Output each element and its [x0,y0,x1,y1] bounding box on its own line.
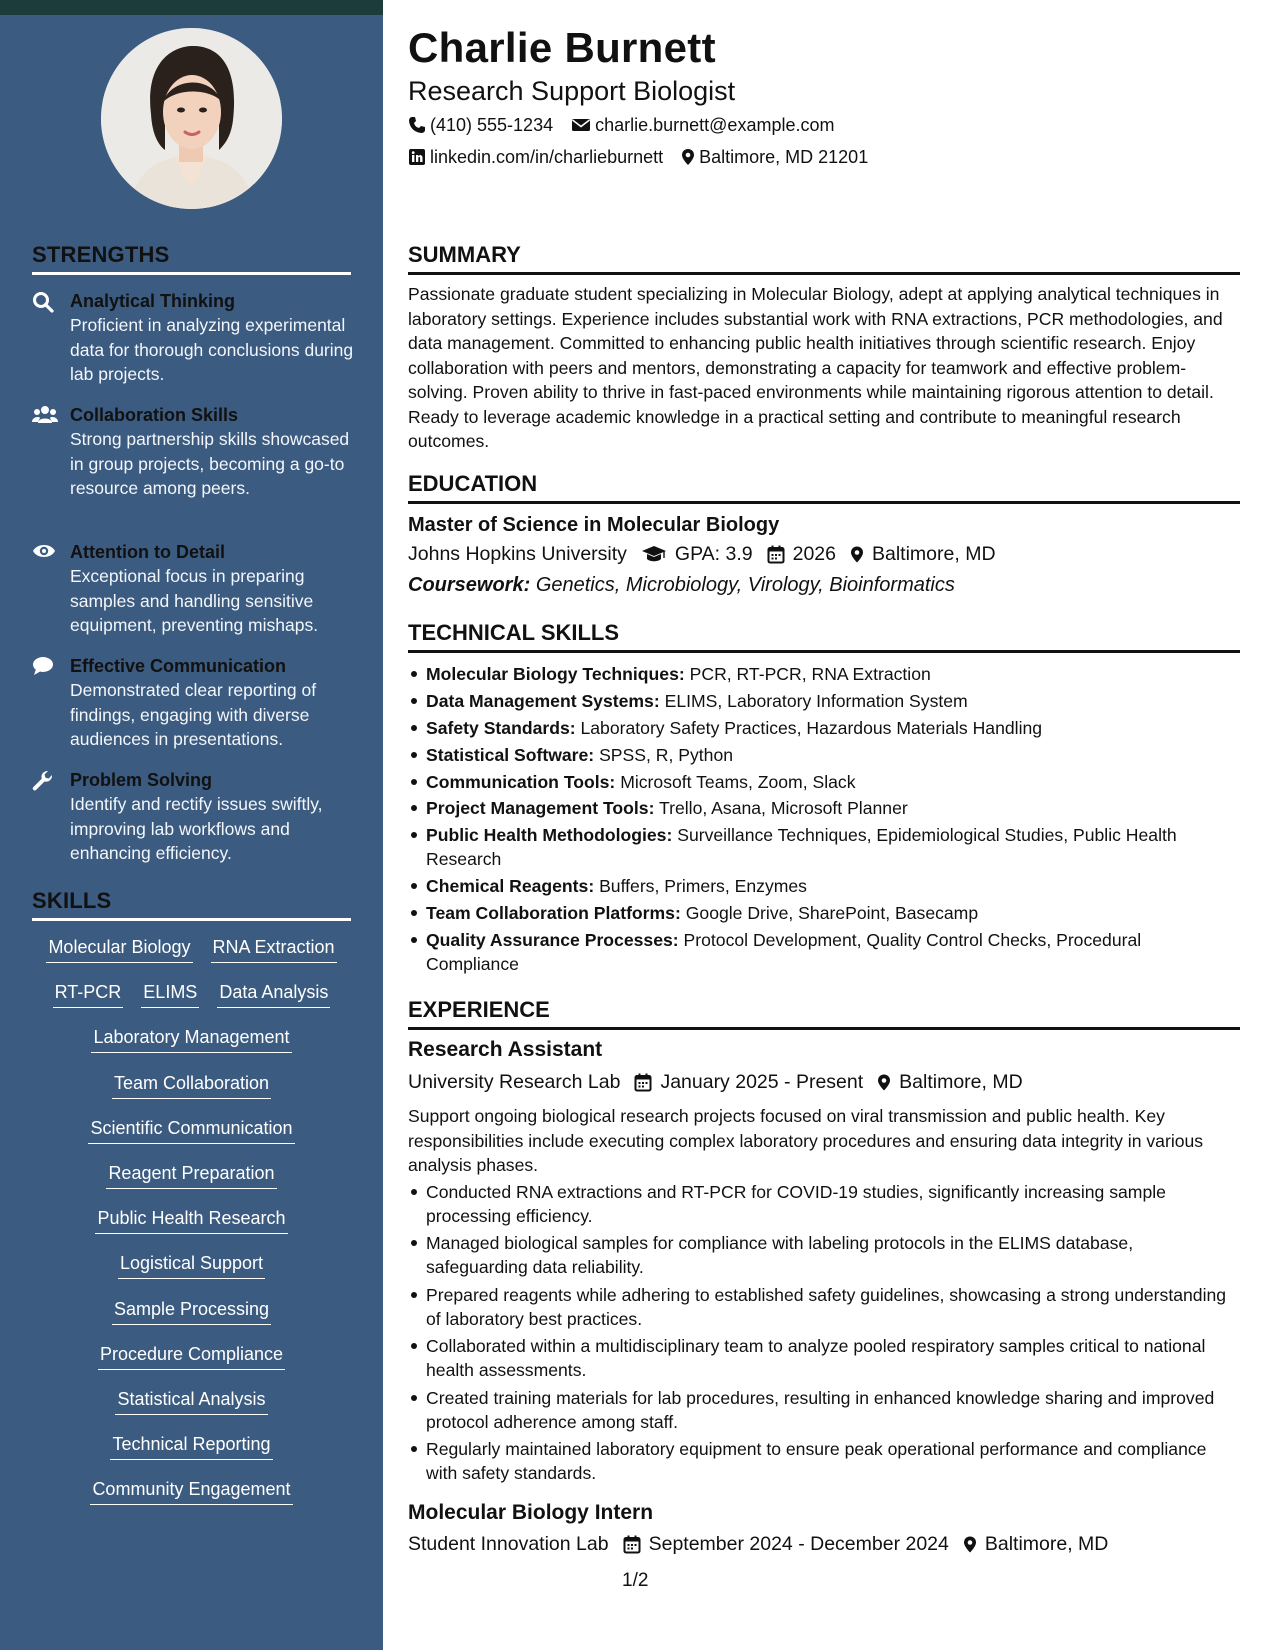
skill-label: Communication Tools: [426,771,616,792]
technical-skills-list [408,662,1238,979]
strength-title: Effective Communication [70,656,287,676]
skill-chip: Scientific Communication [88,1115,294,1144]
experience-title: EXPERIENCE [408,996,1240,1030]
skill-chip: RT-PCR [53,979,124,1008]
skill-row [32,1024,351,1069]
skill-value: PCR, RT-PCR, RNA Extraction [689,664,931,684]
skill-row [32,1250,351,1295]
skill-row [32,1070,351,1115]
year-item [767,541,836,567]
job-organization: University Research Lab [408,1071,621,1093]
skill-row [32,1476,351,1521]
map-pin-icon [877,1073,891,1092]
job-dates-item [623,1531,949,1557]
strength-title: Analytical Thinking [70,291,236,311]
summary-title: SUMMARY [408,241,1240,275]
strength-description: Strong partnership skills showcased in group projects, becoming a go-to resource among peers. [70,429,350,498]
skill-label: Data Management Systems: [426,690,660,711]
job-dates: September 2024 - December 2024 [648,1533,949,1555]
location-text: Baltimore, MD 21201 [699,147,869,167]
graduation-cap-icon [641,545,667,563]
list-item [408,928,1238,976]
job-bullets [408,1180,1238,1488]
strengths-title: STRENGTHS [32,242,351,275]
list-item [408,716,1238,740]
strength-title: Attention to Detail [70,542,225,562]
skill-label: Quality Assurance Processes: [426,930,679,951]
skill-value: Buffers, Primers, Enzymes [599,876,807,897]
phone-contact [408,113,553,137]
skills-title: SKILLS [32,888,351,921]
skill-row [32,1115,351,1160]
list-item [408,901,1238,925]
email-address[interactable]: charlie.burnett@example.com [595,115,835,135]
linkedin-icon [408,148,426,166]
candidate-name: Charlie Burnett [408,24,716,71]
skill-row [32,934,351,979]
list-item: Created training materials for lab procedures, resulting in enhanced knowledge sharing and improved protocol adherence among staff. [408,1386,1238,1434]
skill-value: Google Drive, SharePoint, Basecamp [685,903,979,924]
education-coursework [408,572,955,598]
skill-row [32,1205,351,1250]
skill-chip: Molecular Biology [46,934,192,963]
search-icon [32,291,56,313]
education-location-item [850,541,996,567]
users-icon [32,405,56,427]
skill-row [32,979,351,1024]
technical-skills-title: TECHNICAL SKILLS [408,619,1240,653]
list-item: Collaborated within a multidisciplinary team to analyze pooled respiratory samples critical to national health assessments. [408,1334,1238,1382]
strength-title: Problem Solving [70,770,213,790]
strength-item [32,540,362,638]
skill-value: Laboratory Safety Practices, Hazardous Materials Handling [580,717,1043,738]
skill-label: Statistical Software: [426,744,595,765]
map-pin-icon [850,545,864,564]
skill-chip: RNA Extraction [211,934,337,963]
gpa-item [641,541,753,567]
skills-chips [32,934,351,1521]
education-year: 2026 [792,543,836,565]
skill-value: ELIMS, Laboratory Information System [664,690,968,711]
skill-value: Protocol Development, Quality Control Checks, Procedural Compliance [426,930,1142,975]
job-organization: Student Innovation Lab [408,1533,609,1555]
list-item [408,796,1238,820]
calendar-icon [767,545,785,564]
list-item [408,823,1238,871]
skill-row [32,1160,351,1205]
strength-title: Collaboration Skills [70,405,239,425]
job-location: Baltimore, MD [899,1071,1023,1093]
skill-value: Microsoft Teams, Zoom, Slack [620,771,856,792]
skill-chip: ELIMS [141,979,199,1008]
list-item [408,770,1238,794]
strength-description: Identify and rectify issues swiftly, improving lab workflows and enhancing efficiency. [70,794,323,863]
skill-row [32,1431,351,1476]
list-item [408,874,1238,898]
job-title: Molecular Biology Intern [408,1501,654,1524]
education-meta [408,541,996,567]
skill-chip: Logistical Support [118,1250,265,1279]
strength-item [32,654,362,752]
strength-item [32,289,362,387]
skill-chip: Reagent Preparation [106,1160,276,1189]
coursework-list: Genetics, Microbiology, Virology, Bioinformatics [535,574,955,596]
list-item [408,662,1238,686]
job-title: Research Assistant [408,1038,603,1061]
job-location-item [877,1069,1023,1095]
list-item [408,689,1238,713]
education-location: Baltimore, MD [872,543,996,565]
skill-chip: Community Engagement [90,1476,292,1505]
skill-chip: Technical Reporting [110,1431,272,1460]
calendar-icon [634,1073,652,1092]
strength-description: Exceptional focus in preparing samples and handling sensitive equipment, preventing mishaps. [70,566,319,635]
profile-photo [101,28,282,209]
linkedin-url[interactable]: linkedin.com/in/charlieburnett [430,147,664,167]
linkedin-contact [408,145,663,169]
skill-label: Safety Standards: [426,717,576,738]
list-item: Prepared reagents while adhering to established safety guidelines, showcasing a strong understanding of laboratory best practices. [408,1283,1238,1331]
strength-item [32,403,362,501]
skill-chip: Data Analysis [217,979,330,1008]
skill-value: Surveillance Techniques, Epidemiological Studies, Public Health Research [426,825,1177,870]
skill-chip: Laboratory Management [91,1024,291,1053]
strength-item [32,768,362,866]
education-school: Johns Hopkins University [408,543,627,565]
job-dates-item [634,1069,863,1095]
skill-row [32,1341,351,1386]
skill-chip: Public Health Research [95,1205,287,1234]
education-degree: Master of Science in Molecular Biology [408,514,780,536]
contact-line-1 [408,113,834,137]
skill-label: Team Collaboration Platforms: [426,903,681,924]
list-item: Regularly maintained laboratory equipment to ensure peak operational performance and compliance with safety standards. [408,1437,1238,1485]
skill-chip: Statistical Analysis [115,1386,267,1415]
skill-chip: Team Collaboration [112,1070,271,1099]
map-pin-icon [963,1535,977,1554]
email-contact [571,113,834,137]
skill-chip: Sample Processing [112,1296,271,1325]
eye-icon [32,542,56,564]
job-meta [408,1069,1023,1095]
list-item: Managed biological samples for compliance with labeling protocols in the ELIMS database, safeguarding data reliability. [408,1231,1238,1279]
page-number: 1/2 [622,1570,649,1591]
skill-row [32,1296,351,1341]
location-contact [681,145,868,169]
education-title: EDUCATION [408,470,1240,504]
list-item [408,743,1238,767]
skill-label: Project Management Tools: [426,798,655,819]
job-dates: January 2025 - Present [660,1071,864,1093]
contact-line-2 [408,145,868,169]
speech-bubble-icon [32,656,56,678]
job-description: Support ongoing biological research projects focused on viral transmission and public health. Key responsibilities include executing complex laboratory procedures and ensuring data integrity in various analysis phases. [408,1106,1204,1175]
job-meta [408,1531,1108,1557]
job-location-item [963,1531,1109,1557]
strength-description: Demonstrated clear reporting of findings, engaging with diverse audiences in presentations. [70,680,317,749]
list-item: Conducted RNA extractions and RT-PCR for COVID-19 studies, significantly increasing sample processing efficiency. [408,1180,1238,1228]
skill-label: Chemical Reagents: [426,876,595,897]
map-pin-icon [681,148,695,166]
skill-value: SPSS, R, Python [599,744,734,765]
skill-label: Molecular Biology Techniques: [426,664,685,684]
education-gpa: GPA: 3.9 [674,543,753,565]
calendar-icon [623,1535,641,1554]
envelope-icon [571,117,591,133]
wrench-icon [32,770,56,792]
strength-description: Proficient in analyzing experimental data for thorough conclusions during lab projects. [70,315,354,384]
summary-text: Passionate graduate student specializing in Molecular Biology, adept at applying analytical techniques in laboratory settings. Experience includes substantial work with RNA extractions, PCR methodologies, and data management. Committed to enhancing public health initiatives through scientific research. Enjoy collaboration with peers and mentors, demonstrating a capacity for teamwork and effective problem-solving. Proven ability to thrive in fast-paced environments while maintaining rigorous attention to detail. Ready to leverage academic knowledge in a practical setting and contribute to meaningful research outcomes. [408,284,1223,451]
skill-value: Trello, Asana, Microsoft Planner [659,798,908,819]
sidebar-top-bar [0,0,383,15]
skill-row [32,1386,351,1431]
phone-number: (410) 555-1234 [430,115,554,135]
coursework-label: Coursework: [408,574,531,596]
phone-icon [408,116,426,134]
candidate-role: Research Support Biologist [408,76,736,106]
job-location: Baltimore, MD [984,1533,1109,1555]
skill-label: Public Health Methodologies: [426,825,673,846]
skill-chip: Procedure Compliance [98,1341,285,1370]
